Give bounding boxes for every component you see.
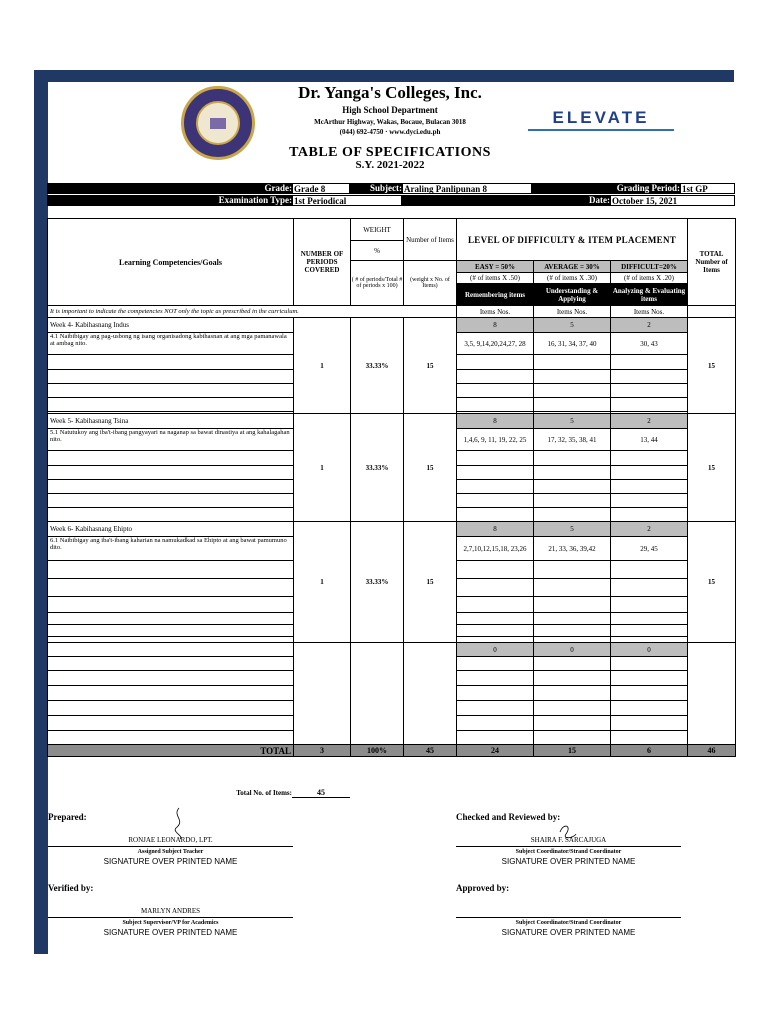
blank-cell: [457, 451, 534, 466]
grading-period-label: Grading Period:: [532, 183, 682, 194]
blank-cell: [48, 451, 294, 466]
items-nos-blank: [688, 306, 736, 318]
weight-value: 33.33%: [351, 414, 404, 522]
blank-cell: [48, 686, 294, 701]
header-analyzing: Analyzing & Evaluating items: [611, 284, 688, 306]
total-label: TOTAL: [48, 745, 294, 757]
header-items-formula: (weight x No. of Items): [404, 261, 457, 306]
blank-cell: [534, 355, 611, 370]
items-value: 15: [404, 522, 457, 643]
blank-cell: [457, 625, 534, 637]
blank-cell: [457, 671, 534, 686]
prepared-signature-line: [48, 846, 293, 847]
blank-cell: [534, 625, 611, 637]
blank-cell: [457, 579, 534, 597]
exam-type-value: 1st Periodical: [292, 195, 402, 206]
verified-label: Verified by:: [48, 883, 94, 893]
header-weight-pct: %: [351, 241, 404, 261]
blank-cell: [611, 451, 688, 466]
header-total: TOTAL Number of Items: [688, 219, 736, 306]
blank-cell: [534, 384, 611, 398]
checked-label: Checked and Reviewed by:: [456, 812, 561, 822]
blank-cell: [48, 355, 294, 370]
blank-cell: [534, 451, 611, 466]
blank-cell: [48, 466, 294, 480]
blank-cell: [48, 494, 294, 508]
prepared-role: Assigned Subject Teacher: [137, 849, 204, 855]
blank-cell: [294, 643, 351, 745]
blank-cell: [48, 613, 294, 625]
header-easy: EASY = 50%: [457, 261, 534, 273]
blank-cell: [534, 398, 611, 412]
blank-cell: [611, 686, 688, 701]
average-count: 5: [534, 414, 611, 429]
blank-cell: [534, 480, 611, 494]
week-title: Week 6- Kabihasnang Ehipto: [48, 522, 294, 537]
items-value: 15: [404, 318, 457, 414]
date-value: October 15, 2021: [610, 195, 735, 206]
blank-cell: [534, 731, 611, 745]
header-difficult: DIFFICULT=20%: [611, 261, 688, 273]
blank-cell: [457, 597, 534, 613]
blank-cell: [611, 508, 688, 522]
blank-cell: [48, 384, 294, 398]
verified-role: Subject Supervisor/VP for Academics: [122, 920, 219, 926]
blank-cell: [611, 671, 688, 686]
week-title: Week 5- Kabihasnang Tsina: [48, 414, 294, 429]
blank-cell: [457, 716, 534, 731]
department-name: High School Department: [342, 105, 438, 115]
blank-cell: [457, 355, 534, 370]
blank-cell: [611, 701, 688, 716]
total-easy: 24: [457, 745, 534, 757]
prepared-label: Prepared:: [48, 812, 87, 822]
header-remembering: Remembering items: [457, 284, 534, 306]
blank-cell: [48, 480, 294, 494]
blank-cell: [48, 643, 294, 657]
blank-cell: [48, 597, 294, 613]
blank-cell: [48, 657, 294, 671]
blank-cell: [457, 494, 534, 508]
blank-difficult-count: 0: [611, 643, 688, 657]
blank-cell: [611, 597, 688, 613]
blank-cell: [611, 370, 688, 384]
blank-cell: [457, 466, 534, 480]
blank-cell: [534, 561, 611, 579]
date-label: Date:: [532, 195, 612, 206]
specification-table: [47, 218, 736, 757]
blank-cell: [534, 671, 611, 686]
grade-label: Grade:: [47, 183, 294, 194]
difficult-count: 2: [611, 318, 688, 333]
items-value: 15: [404, 414, 457, 522]
week-total: 15: [688, 318, 736, 414]
blank-cell: [534, 613, 611, 625]
blank-cell: [404, 643, 457, 745]
blank-cell: [611, 466, 688, 480]
periods-value: 1: [294, 522, 351, 643]
seal-inner: [196, 101, 240, 145]
header-average: AVERAGE = 30%: [534, 261, 611, 273]
college-address: [260, 117, 520, 137]
prepared-name: RONJAE LEONARDO, LPT.: [128, 836, 213, 844]
total-items: 45: [404, 745, 457, 757]
blank-cell: [611, 657, 688, 671]
left-border-bar: [34, 70, 48, 954]
items-nos-easy: Items Nos.: [457, 306, 534, 318]
blank-cell: [534, 716, 611, 731]
total-average: 15: [534, 745, 611, 757]
week-title: Week 4- Kabihasnang Indus: [48, 318, 294, 333]
blank-cell: [534, 657, 611, 671]
difficult-count: 2: [611, 414, 688, 429]
college-name: Dr. Yanga's Colleges, Inc.: [298, 83, 482, 102]
blank-cell: [457, 398, 534, 412]
blank-cell: [534, 494, 611, 508]
approved-signature-line: [456, 917, 681, 918]
blank-cell: [534, 370, 611, 384]
blank-cell: [457, 561, 534, 579]
average-items: 17, 32, 35, 38, 41: [534, 429, 611, 451]
checked-name: SHAIRA F. SARCAJUGA: [530, 836, 607, 844]
blank-cell: [48, 731, 294, 745]
verified-sig-caption: SIGNATURE OVER PRINTED NAME: [103, 928, 238, 937]
elevate-logo: [528, 108, 674, 130]
blank-cell: [611, 716, 688, 731]
blank-easy-count: 0: [457, 643, 534, 657]
blank-cell: [457, 370, 534, 384]
elevate-logo-underline: [528, 129, 674, 131]
items-nos-difficult: Items Nos.: [611, 306, 688, 318]
info-spacer: [402, 195, 532, 206]
checked-role: Subject Coordinator/Strand Coordinator: [515, 849, 622, 855]
blank-cell: [48, 671, 294, 686]
blank-cell: [457, 686, 534, 701]
approved-sig-caption: SIGNATURE OVER PRINTED NAME: [501, 928, 636, 937]
week-total: 15: [688, 522, 736, 643]
blank-cell: [611, 384, 688, 398]
weight-value: 33.33%: [351, 522, 404, 643]
blank-cell: [48, 579, 294, 597]
document-title: TABLE OF SPECIFICATIONS: [289, 145, 491, 160]
blank-cell: [48, 370, 294, 384]
approved-role: Subject Coordinator/Strand Coordinator: [515, 920, 622, 926]
blank-cell: [611, 480, 688, 494]
week-total: 15: [688, 414, 736, 522]
blank-cell: [457, 701, 534, 716]
periods-value: 1: [294, 318, 351, 414]
periods-value: 1: [294, 414, 351, 522]
blank-cell: [611, 731, 688, 745]
blank-cell: [48, 398, 294, 412]
grading-period-value: 1st GP: [680, 183, 735, 194]
header-difficulty: LEVEL OF DIFFICULTY & ITEM PLACEMENT: [457, 219, 688, 261]
header-easy-formula: (# of items X .50): [457, 273, 534, 284]
header-competencies: Learning Competencies/Goals: [48, 219, 294, 306]
average-items: 21, 33, 36, 39,42: [534, 537, 611, 561]
blank-cell: [534, 597, 611, 613]
college-seal-logo: [181, 86, 255, 160]
checked-sig-caption: SIGNATURE OVER PRINTED NAME: [501, 857, 636, 866]
blank-average-count: 0: [534, 643, 611, 657]
blank-cell: [534, 686, 611, 701]
easy-items: 3,5, 9,14,20,24,27, 28: [457, 333, 534, 355]
verified-name: MARLYN ANDRES: [140, 907, 200, 915]
difficult-items: 29, 45: [611, 537, 688, 561]
easy-count: 8: [457, 522, 534, 537]
total-weight: 100%: [351, 745, 404, 757]
blank-cell: [611, 579, 688, 597]
book-icon: [210, 118, 226, 129]
total-periods: 3: [294, 745, 351, 757]
blank-cell: [48, 701, 294, 716]
blank-cell: [351, 643, 404, 745]
school-year: S.Y. 2021-2022: [355, 159, 425, 171]
subject-label: Subject:: [350, 183, 404, 194]
header-difficult-formula: (# of items X .20): [611, 273, 688, 284]
blank-cell: [534, 701, 611, 716]
blank-cell: [611, 494, 688, 508]
items-nos-average: Items Nos.: [534, 306, 611, 318]
checked-signature-line: [456, 846, 681, 847]
header-weight-formula: ( # of periods/Total # of periods x 100): [351, 261, 404, 306]
total-all: 46: [688, 745, 736, 757]
elevate-logo-text: ELEVATE: [552, 108, 650, 127]
verified-signature-line: [48, 917, 293, 918]
blank-cell: [611, 398, 688, 412]
blank-cell: [457, 480, 534, 494]
competency-text: 4.1 Naibibigay ang pag-usbong ng isang organisadong kabihasnan at ang mga pamanawala at ambag nito.: [48, 333, 294, 355]
blank-cell: [534, 508, 611, 522]
easy-count: 8: [457, 414, 534, 429]
blank-cell: [611, 355, 688, 370]
competency-text: 5.1 Natutukoy ang iba't-ibang pangyayari na naganap sa bawat dinastiya at ang kahalagahan nito.: [48, 429, 294, 451]
blank-cell: [457, 613, 534, 625]
competency-text: 6.1 Naibibigay ang iba't-ibang kaharian na namukadkad sa Ehipto at ang bawat pamumuno dito.: [48, 537, 294, 561]
address-line: McArthur Highway, Wakas, Bocaue, Bulacan 3018: [314, 118, 466, 126]
total-no-items-value: 45: [292, 788, 350, 798]
exam-type-label: Examination Type:: [47, 195, 294, 206]
difficult-items: 30, 43: [611, 333, 688, 355]
total-difficult: 6: [611, 745, 688, 757]
weight-value: 33.33%: [351, 318, 404, 414]
contact-line: (044) 692-4750 · www.dyci.edu.ph: [339, 128, 441, 136]
signature-scribble-icon: [168, 806, 190, 840]
blank-cell: [457, 384, 534, 398]
blank-cell: [688, 643, 736, 745]
blank-cell: [48, 716, 294, 731]
blank-cell: [457, 657, 534, 671]
easy-items: 2,7,10,12,15,18, 23,26: [457, 537, 534, 561]
average-items: 16, 31, 34, 37, 40: [534, 333, 611, 355]
header-periods: NUMBER OF PERIODS COVERED: [294, 219, 351, 306]
blank-cell: [611, 625, 688, 637]
blank-cell: [534, 579, 611, 597]
blank-cell: [534, 466, 611, 480]
prepared-sig-caption: SIGNATURE OVER PRINTED NAME: [103, 857, 238, 866]
blank-cell: [48, 508, 294, 522]
approved-label: Approved by:: [456, 883, 510, 893]
subject-value: Araling Panlipunan 8: [402, 183, 532, 194]
competency-note: It is important to indicate the competencies NOT only the topic as prescribed in the curriculum.: [48, 306, 457, 318]
blank-cell: [457, 731, 534, 745]
header-weight: WEIGHT: [351, 219, 404, 241]
difficult-count: 2: [611, 522, 688, 537]
header-understanding: Understanding & Applying: [534, 284, 611, 306]
easy-count: 8: [457, 318, 534, 333]
blank-cell: [457, 508, 534, 522]
average-count: 5: [534, 522, 611, 537]
blank-cell: [48, 561, 294, 579]
difficult-items: 13, 44: [611, 429, 688, 451]
blank-cell: [611, 561, 688, 579]
total-no-items-label: Total No. of Items:: [236, 789, 292, 797]
header-items: Number of Items: [404, 219, 457, 261]
header-average-formula: (# of items X .30): [534, 273, 611, 284]
blank-cell: [611, 613, 688, 625]
top-border-bar: [34, 70, 734, 82]
average-count: 5: [534, 318, 611, 333]
grade-value: Grade 8: [292, 183, 350, 194]
blank-cell: [48, 625, 294, 637]
easy-items: 1,4,6, 9, 11, 19, 22, 25: [457, 429, 534, 451]
